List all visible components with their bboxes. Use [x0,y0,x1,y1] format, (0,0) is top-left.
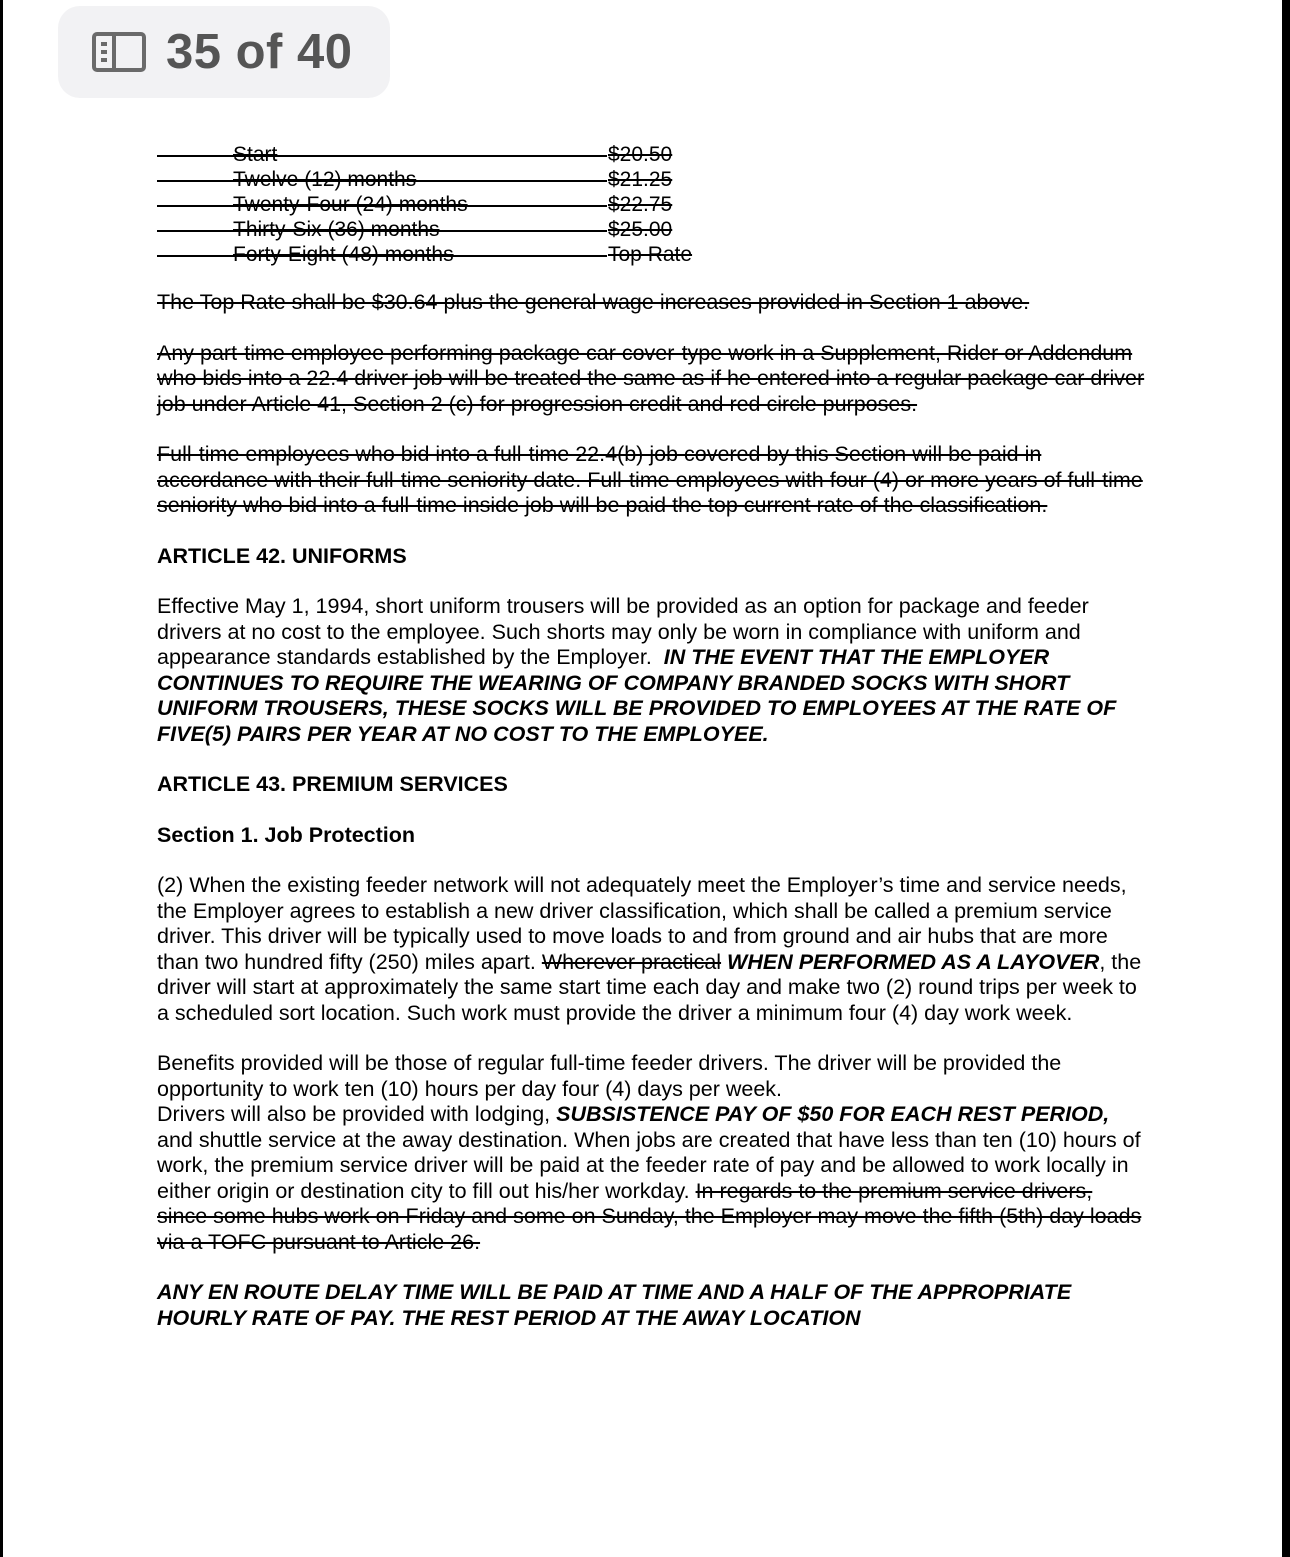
benefits-paragraph: Benefits provided will be those of regular full-time feeder drivers. The driver will be provided the opportunity to work ten (10) hours per day four (4) days per week. [157,1051,1062,1101]
rate-row [157,192,717,217]
rate-progression-table [157,142,717,267]
rate-row [157,242,717,267]
section-1-paragraph [157,873,1147,1026]
article-42-text: Effective May 1, 1994, short uniform trousers will be provided as an option for package and feeder drivers at no cost to the employee. Such shorts may only be worn in compliance with uniform and appearance standards established by the Employer. [157,594,1089,669]
rate-row [157,217,717,242]
lodging-struck-text: In regards to the premium service drivers, since some hubs work on Friday and some on Sunday, the Employer may move the fifth (5th) day loads via a TOFC pursuant to Article 26. [157,1178,1142,1254]
section-1-heading: Section 1. Job Protection [157,822,416,847]
page-indicator-badge[interactable] [58,6,390,98]
section-1-text-start: (2) When the existing feeder network will not adequately meet the Employer’s time and service needs, the Employer agrees to establish a new driver classification, which shall be called a premium service driver. This driver will be typically used to move loads to and from ground and air hubs that are more than two hundred fifty (250) miles apart. [157,873,1127,974]
subsistence-emphasis: SUBSISTENCE PAY OF $50 FOR EACH REST PERIOD, [556,1102,1110,1126]
full-time-paragraph: Full-time employees who bid into a full-time 22.4(b) job covered by this Section will be paid in accordance with their full-time seniority date. Full-time employees with four (4) or more years of full-time seniority who bid into a full-time inside job will be paid the top current rate of the classification. [157,442,1143,517]
delay-time-paragraph: ANY EN ROUTE DELAY TIME WILL BE PAID AT TIME AND A HALF OF THE APPROPRIATE HOURLY RATE OF PAY. THE REST PERIOD AT THE AWAY LOCATION [157,1280,1072,1330]
rate-row [157,167,717,192]
rate-row-value: Top Rate [608,243,693,266]
rate-row-label: Start [233,143,278,166]
lodging-paragraph [157,1102,1147,1255]
rate-row-label: Twelve (12) months [233,168,417,191]
document-body [157,290,1147,1331]
rate-row-value: $20.50 [608,143,673,166]
rate-row [157,142,717,167]
article-42-paragraph [157,594,1147,747]
section-1-text-end: , the driver will start at approximately the same start time each day and make two (2) round trips per week to a scheduled sort location. Such work must provide the driver a minimum four (4) day work week. [157,949,1142,1025]
rate-row-value: $21.25 [608,168,673,191]
page-thumbnails-icon [92,32,146,72]
section-1-emphasis: WHEN PERFORMED AS A LAYOVER [727,949,1100,974]
rate-row-value: $22.75 [608,193,673,216]
left-edge-bar [0,0,3,1557]
article-43-heading: ARTICLE 43. PREMIUM SERVICES [157,772,508,796]
rate-row-label: Twenty-Four (24) months [233,193,468,216]
lodging-text-end: and shuttle service at the away destination. When jobs are created that have less than ten (10) hours of work, the premium service driver will be paid at the feeder rate of pay and be allowed to work locally in either origin or destination city to fill out his/her workday. [157,1127,1141,1203]
article-42-emphasis: IN THE EVENT THAT THE EMPLOYER CONTINUES TO REQUIRE THE WEARING OF COMPANY BRANDED SOCKS WITH SHORT UNIFORM TROUSERS, THESE SOCKS WILL BE PROVIDED TO EMPLOYEES AT THE RATE OF FIVE(5) PAIRS PER YEAR AT NO COST TO THE EMPLOYEE. [157,645,1117,746]
lodging-text-start: Drivers will also be provided with lodging, [157,1102,551,1126]
rate-row-value: $25.00 [608,218,673,241]
right-edge-bar [1282,0,1290,1557]
rate-row-label: Thirty-Six (36) months [233,218,440,241]
section-1-struck-text: Wherever practical [541,949,722,974]
rate-row-label: Forty-Eight (48) months [233,243,454,266]
article-42-heading: ARTICLE 42. UNIFORMS [157,543,407,568]
page-counter: 35 of 40 [166,24,353,79]
top-rate-paragraph: The Top Rate shall be $30.64 plus the general wage increases provided in Section 1 above. [157,290,1030,314]
part-time-paragraph: Any part-time employee performing package car cover-type work in a Supplement, Rider or Addendum who bids into a 22.4 driver job will be treated the same as if he entered into a regular package car driver job under Article 41, Section 2 (c) for progression credit and red circle purposes. [157,340,1145,416]
